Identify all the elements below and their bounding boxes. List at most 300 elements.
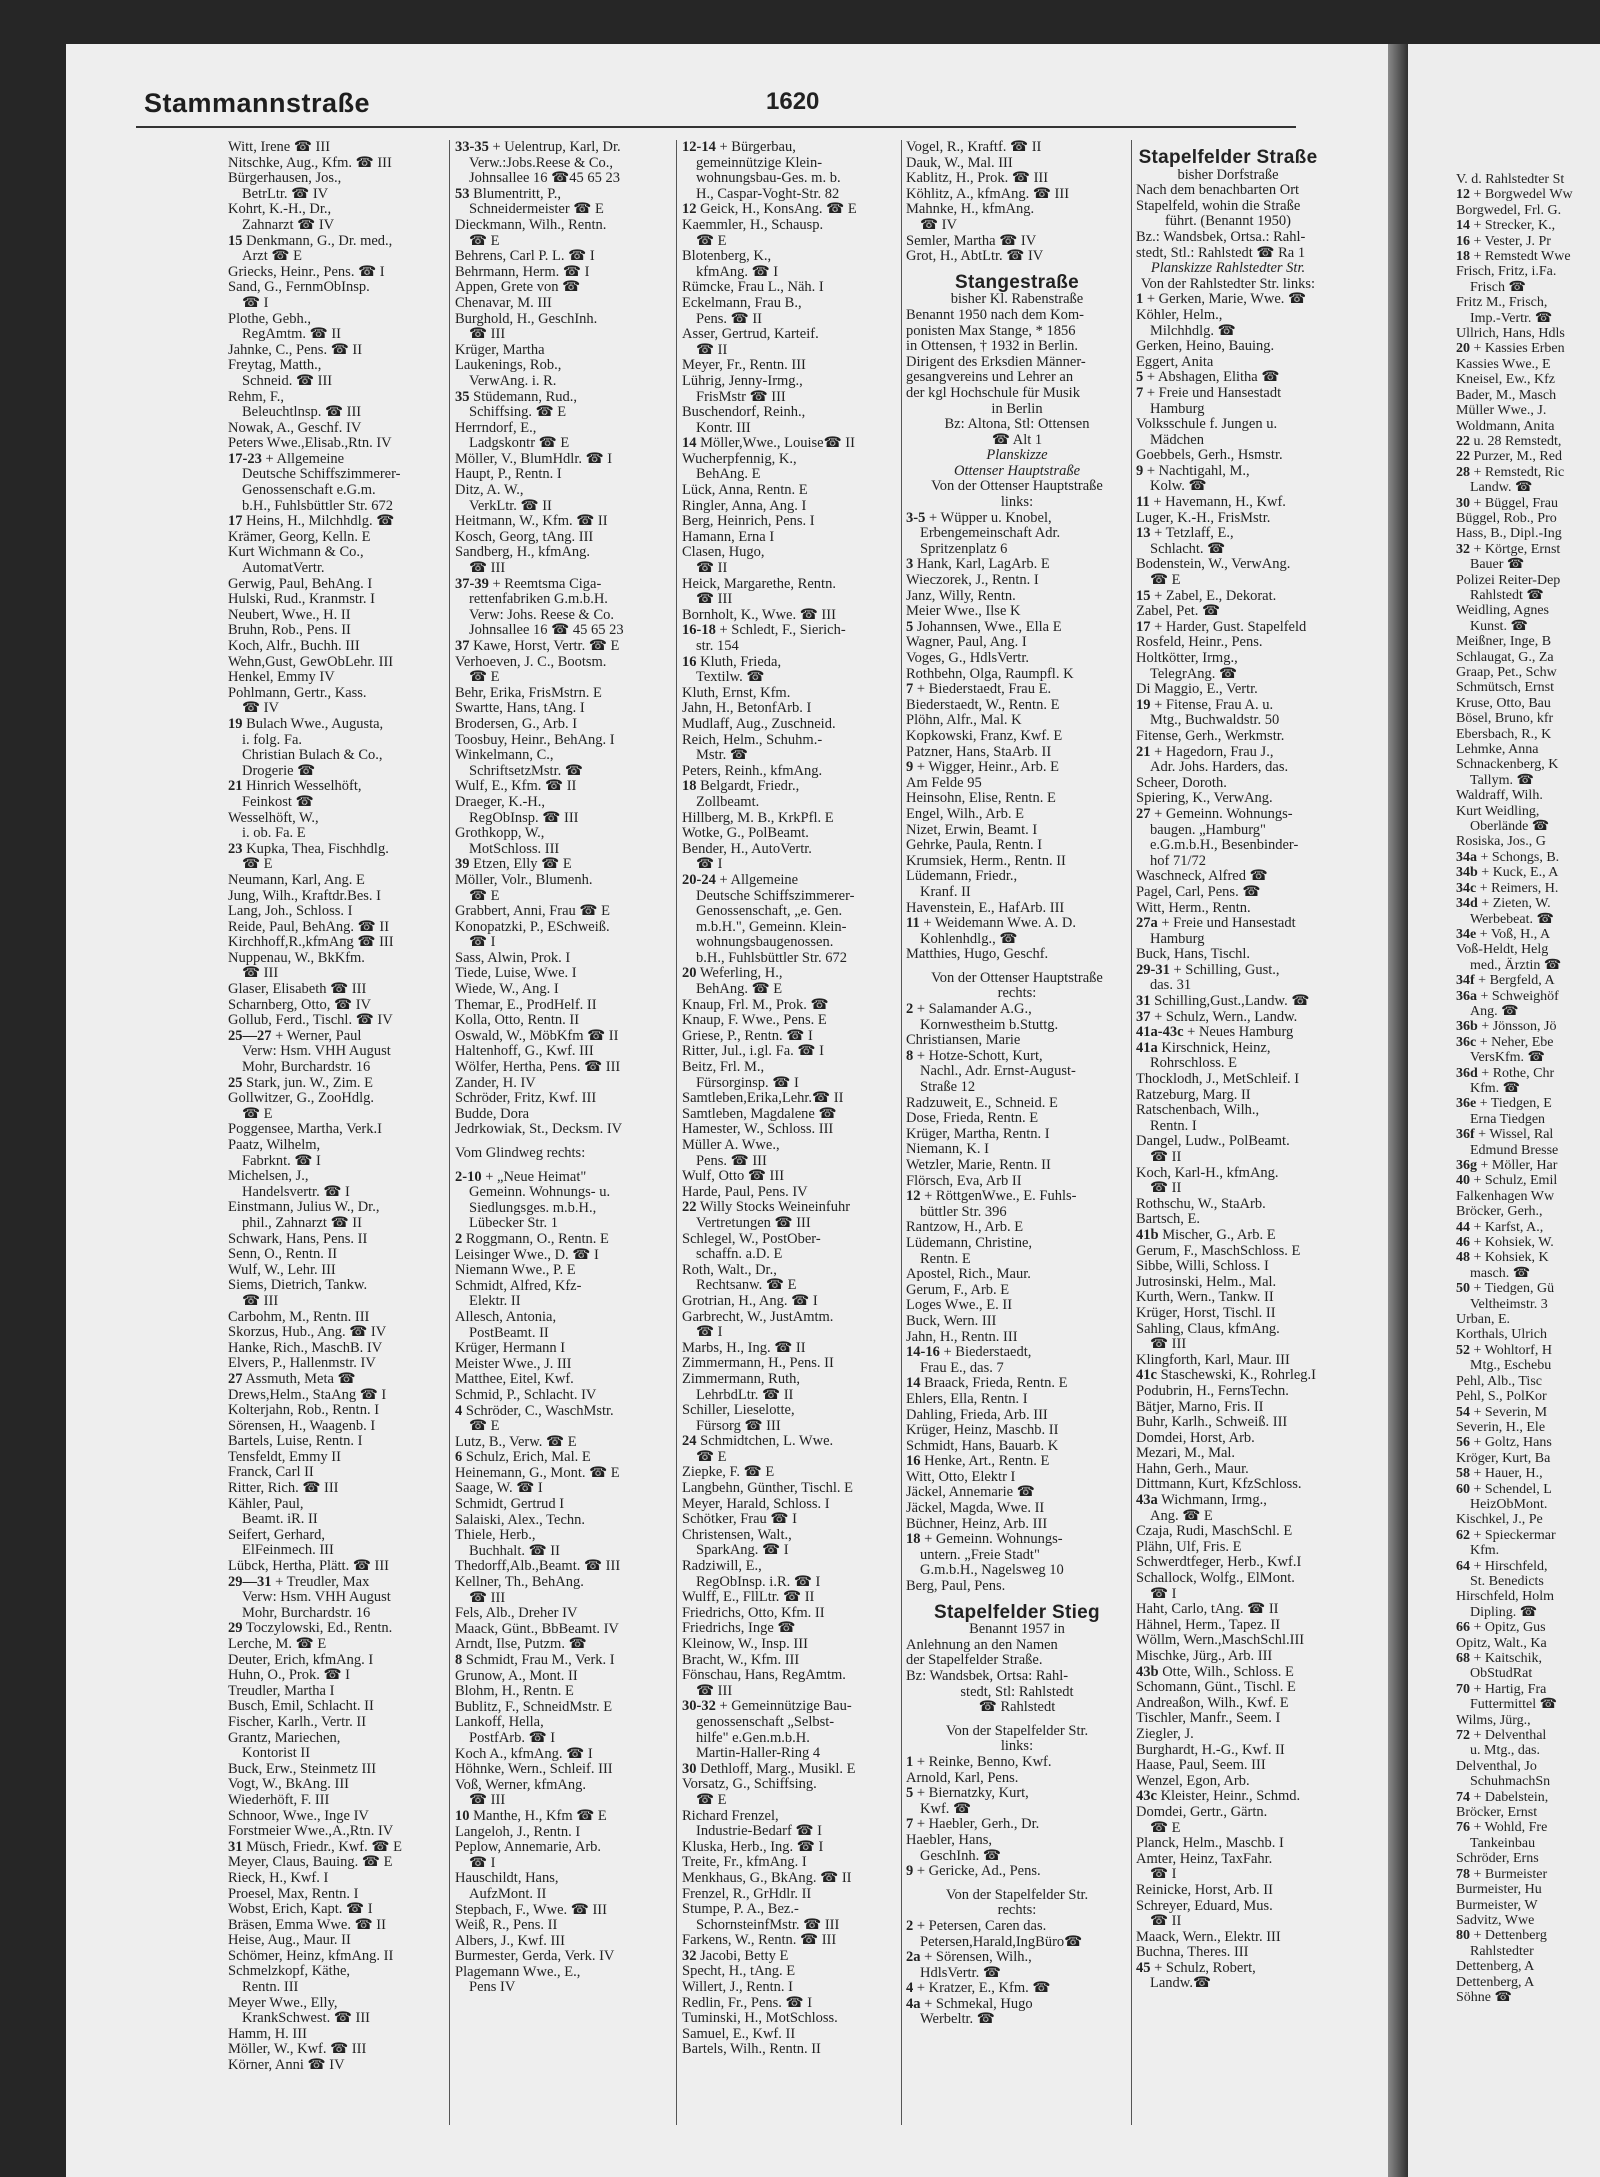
directory-entry: Rothschu, W., StaArb. <box>1136 1195 1266 1212</box>
directory-entry: Vogt, W., BkAng. III <box>228 1776 349 1793</box>
directory-entry: 20 + Kassies Erben <box>1456 341 1565 357</box>
entry-continuation: Schneidermeister ☎ E <box>469 201 604 218</box>
directory-entry: Di Maggio, E., Vertr. <box>1136 681 1258 698</box>
directory-entry: Roth, Walt., Dr., <box>682 1261 777 1278</box>
directory-entry: Mischke, Jürg., Arb. III <box>1136 1648 1273 1664</box>
house-number: 11 <box>1136 494 1150 511</box>
directory-entry: Fischer, Karlh., Vertr. II <box>228 1713 367 1730</box>
entry-continuation: ☎ III <box>469 326 506 343</box>
directory-entry: 2 + Petersen, Caren das. <box>906 1917 1047 1934</box>
directory-entry: Bräsen, Emma Wwe. ☎ II <box>228 1916 386 1933</box>
entry-continuation: VerkLtr. ☎ II <box>469 497 552 514</box>
column-divider <box>1131 140 1132 2125</box>
directory-entry: Kaemmler, H., Schausp. <box>682 216 824 233</box>
directory-entry: Griese, P., Rentn. ☎ I <box>682 1027 813 1044</box>
entry-continuation: Hamburg <box>1150 400 1205 417</box>
house-number: 12 <box>906 1188 921 1205</box>
entry-continuation: FrisMstr ☎ III <box>696 388 786 405</box>
house-number: 34d <box>1456 896 1478 912</box>
entry-continuation: ☎ E <box>469 887 500 904</box>
directory-entry: Wölfer, Hertha, Pens. ☎ III <box>455 1059 621 1076</box>
directory-entry: Berg, Heinrich, Pens. I <box>682 513 815 530</box>
directory-entry: stedt, Stl.: Rahlstedt ☎ Ra 1 <box>1136 244 1306 261</box>
directory-entry: 28 + Remstedt, Ric <box>1456 464 1565 480</box>
entry-continuation: wohnungsbau-Ges. m. b. <box>696 170 841 187</box>
directory-entry: Planck, Helm., Maschb. I <box>1136 1835 1284 1852</box>
entry-continuation: baugen. „Hamburg" <box>1150 821 1266 838</box>
directory-entry: Podubrin, H., FernsTechn. <box>1136 1382 1289 1399</box>
directory-entry: Rosfeld, Heinr., Pens. <box>1136 634 1263 651</box>
directory-entry: Fels, Alb., Dreher IV <box>455 1605 578 1622</box>
directory-entry: Radzuweit, E., Schneid. E <box>906 1094 1058 1111</box>
directory-entry: Friedrichs, Inge ☎ <box>682 1620 796 1637</box>
directory-entry: Wulf, W., Lehr. III <box>228 1261 336 1278</box>
directory-entry: 25—27 + Werner, Paul <box>228 1027 362 1044</box>
directory-entry: Willert, J., Rentn. I <box>682 1979 793 1996</box>
directory-entry: Wetzler, Marie, Rentn. II <box>906 1157 1051 1173</box>
house-number: 48 <box>1456 1250 1470 1266</box>
directory-entry: Haupt, P., Rentn. I <box>455 466 562 483</box>
entry-continuation: ☎ III <box>469 1792 506 1809</box>
scan-border-top <box>0 0 1600 44</box>
entry-continuation: MotSchloss. III <box>469 840 560 857</box>
directory-entry: Zabel, Pet. ☎ <box>1136 603 1221 620</box>
entry-continuation: Kontr. III <box>696 419 751 436</box>
directory-entry: Gerum, F., MaschSchloss. E <box>1136 1242 1301 1259</box>
directory-entry: 18 Belgardt, Friedr., <box>682 778 800 795</box>
directory-entry: Pehl, Alb., Tisc <box>1456 1373 1542 1389</box>
address-column-1 <box>228 140 446 2125</box>
directory-entry: Müller Wwe., J. <box>1456 403 1547 419</box>
house-number: 2 <box>455 1230 463 1247</box>
house-number: 8 <box>906 1047 914 1064</box>
directory-entry: Voges, G., HdlsVertr. <box>906 650 1029 666</box>
house-number: 35 <box>455 388 470 405</box>
directory-entry: Hamm, H. III <box>228 2025 307 2042</box>
house-number: 14-16 <box>906 1344 940 1361</box>
directory-entry: 43b Otte, Wilh., Schloss. E <box>1136 1663 1294 1680</box>
directory-entry: 2-10 + „Neue Heimat" <box>455 1168 587 1185</box>
house-number: 27a <box>1136 915 1158 932</box>
directory-entry: Behrmann, Herm. ☎ I <box>455 263 590 280</box>
entry-continuation: ☎ I <box>469 934 496 951</box>
directory-entry: der Stapelfelder Straße. <box>906 1652 1043 1669</box>
directory-entry: Grotrian, H., Ang. ☎ I <box>682 1292 818 1309</box>
house-number: 27 <box>1136 805 1151 822</box>
directory-entry: Heise, Aug., Maur. II <box>228 1932 351 1949</box>
house-number: 16-18 <box>682 622 716 639</box>
directory-entry: Scheer, Doroth. <box>1136 774 1227 791</box>
directory-entry: Dettenberg, A <box>1456 1974 1535 1990</box>
entry-continuation: Futtermittel ☎ <box>1470 1697 1558 1713</box>
directory-entry: Radziwill, E., <box>682 1558 762 1575</box>
directory-entry: 10 Manthe, H., Kfm ☎ E <box>455 1807 607 1824</box>
directory-entry: Volksschule f. Jungen u. <box>1136 416 1278 433</box>
directory-entry: Havenstein, E., HafArb. III <box>906 899 1065 916</box>
house-number: 41b <box>1136 1226 1159 1243</box>
directory-entry: Schötker, Frau ☎ I <box>682 1511 797 1528</box>
directory-entry: 15 Denkmann, G., Dr. med., <box>228 232 393 249</box>
header-street-name: Stammannstraße <box>144 88 371 118</box>
house-number: 36c <box>1456 1034 1477 1050</box>
directory-entry: Bröcker, Gerh., <box>1456 1204 1543 1220</box>
house-number: 27 <box>228 1370 243 1387</box>
directory-entry: 1 + Gerken, Marie, Wwe. ☎ <box>1136 291 1307 308</box>
entry-continuation: Landw.☎ <box>1150 1975 1212 1992</box>
directory-entry: Sand, G., FernmObInsp. <box>228 279 370 296</box>
entry-continuation: Oberlände ☎ <box>1470 819 1550 835</box>
entry-continuation: ☎ I <box>242 294 269 311</box>
directory-entry: Waschneck, Alfred ☎ <box>1136 868 1268 885</box>
entry-continuation: Verw: Hsm. VHH August <box>242 1589 391 1606</box>
directory-entry: Schmidt, Gertrud I <box>455 1496 565 1513</box>
directory-entry: 17 + Harder, Gust. Stapelfeld <box>1136 618 1307 635</box>
directory-entry: Winkelmann, C., <box>455 747 554 764</box>
directory-entry: 2 Roggmann, O., Rentn. E <box>455 1230 609 1247</box>
house-number: 36e <box>1456 1096 1477 1112</box>
directory-entry: Maack, Wern., Elektr. III <box>1136 1928 1281 1945</box>
directory-entry: Burmeister, Hu <box>1456 1882 1542 1898</box>
directory-entry: Christensen, Walt., <box>682 1526 792 1543</box>
directory-entry: Rosiska, Jos., G <box>1456 834 1546 850</box>
house-number: 16 <box>1456 233 1470 249</box>
house-number: 34c <box>1456 880 1477 896</box>
directory-entry: Klingforth, Karl, Maur. III <box>1136 1351 1290 1368</box>
directory-entry: Thedorff,Alb.,Beamt. ☎ III <box>455 1558 621 1575</box>
directory-entry: Swartte, Hans, tAng. I <box>455 700 585 717</box>
entry-continuation: Industrie-Bedarf ☎ I <box>696 1823 822 1840</box>
directory-entry: Sadvitz, Wwe <box>1456 1912 1535 1928</box>
entry-continuation: Schneid. ☎ III <box>242 372 333 389</box>
directory-entry: in Ottensen, † 1932 in Berlin. <box>906 338 1078 355</box>
directory-entry: Busch, Emil, Schlacht. II <box>228 1698 374 1715</box>
house-number: 52 <box>1456 1342 1470 1358</box>
house-number: 32 <box>1456 541 1470 557</box>
directory-entry: 25 Stark, jun. W., Zim. E <box>228 1074 373 1091</box>
directory-entry: Möller, V., BlumHdlr. ☎ I <box>455 450 613 467</box>
directory-entry: 41b Mischer, G., Arb. E <box>1136 1226 1276 1243</box>
entry-continuation: Spritzenplatz 6 <box>920 540 1008 557</box>
directory-entry: Spiering, K., VerwAng. <box>1136 790 1273 807</box>
directory-entry: Rieck, H., Kwf. I <box>228 1869 329 1886</box>
directory-entry: Plagemann Wwe., E., <box>455 1963 581 1980</box>
directory-entry: Lankoff, Hella, <box>455 1714 544 1731</box>
house-number: 41a <box>1136 1039 1158 1056</box>
entry-continuation: Petersen,Harald,IngBüro☎ <box>920 1933 1083 1950</box>
house-number: 34f <box>1456 973 1475 989</box>
directory-entry: Grot, H., AbtLtr. ☎ IV <box>906 248 1044 265</box>
directory-entry: Schwerdtfeger, Herb., Kwf.I <box>1136 1554 1302 1571</box>
directory-entry: Krüger, Martha <box>455 341 545 358</box>
directory-entry: Verhoeven, J. C., Bootsm. <box>455 653 607 670</box>
directory-entry: 27a + Freie und Hansestadt <box>1136 915 1296 932</box>
directory-entry: Mahnke, H., kfmAng. <box>906 201 1035 218</box>
directory-entry: Wehn,Gust, GewObLehr. III <box>228 653 394 670</box>
directory-entry: Bz.: Wandsbek, Ortsa.: Rahl- <box>1136 228 1306 245</box>
directory-entry: Bracht, W., Kfm. III <box>682 1651 800 1668</box>
directory-entry: Bätjer, Marno, Fris. II <box>1136 1398 1264 1415</box>
entry-continuation: Edmund Bresse <box>1470 1142 1559 1158</box>
directory-entry: Kolterjahn, Rob., Rentn. I <box>228 1402 380 1419</box>
directory-entry: Frisch, Fritz, i.Fa. <box>1456 264 1557 280</box>
directory-entry: 14 + Strecker, K., <box>1456 218 1556 234</box>
directory-entry: 41a Kirschnick, Heinz, <box>1136 1039 1271 1056</box>
directory-entry: Dauk, W., Mal. III <box>906 154 1013 171</box>
directory-entry: Biederstaedt, W., Rentn. E <box>906 696 1060 713</box>
directory-entry: Kohrt, K.-H., Dr., <box>228 201 332 218</box>
street-note: bisher Kl. Rabenstraße <box>950 291 1084 308</box>
directory-entry: Jutrosinski, Helm., Mal. <box>1136 1273 1277 1290</box>
entry-continuation: Dipling. ☎ <box>1470 1604 1538 1620</box>
street-note: rechts: <box>997 1902 1037 1919</box>
directory-entry: Sörensen, H., Waagenb. I <box>228 1417 376 1434</box>
directory-entry: Matthee, Eitel, Kwf. <box>455 1371 574 1388</box>
entry-continuation: ☎ III <box>696 591 733 608</box>
directory-entry: Hass, B., Dipl.-Ing <box>1456 526 1562 542</box>
entry-continuation: Gemeinn. Wohnungs- u. <box>469 1184 611 1201</box>
directory-entry: Rothbehn, Olga, Raumpfl. K <box>906 665 1074 682</box>
entry-continuation: Adr. Johs. Harders, das. <box>1150 759 1289 776</box>
directory-entry: Glaser, Elisabeth ☎ III <box>228 981 367 998</box>
house-number: 2 <box>906 1917 914 1934</box>
entry-continuation: ☎ E <box>696 1448 727 1465</box>
directory-entry: 18 + Remstedt Wwe <box>1456 249 1571 265</box>
directory-entry: Themar, E., ProdHelf. II <box>455 996 597 1013</box>
directory-entry: 44 + Karfst, A., <box>1456 1219 1544 1235</box>
map-reference: Planskizze Rahlstedter Str. <box>1150 260 1306 277</box>
directory-entry: Frenzel, R., GrHdlr. II <box>682 1885 812 1902</box>
directory-entry: 37 + Schulz, Wern., Landw. <box>1136 1008 1298 1025</box>
house-number: 18 <box>1456 249 1470 265</box>
directory-entry: Gollwitzer, G., ZooHdlg. <box>228 1090 375 1107</box>
entry-continuation: ElFeinmech. III <box>242 1542 334 1559</box>
entry-continuation: ☎ III <box>1150 1336 1187 1353</box>
directory-entry: Herrndorf, E., <box>455 419 537 436</box>
directory-entry: Kassies Wwe., E <box>1456 356 1551 372</box>
directory-entry: 16 Henke, Art., Rentn. E <box>906 1453 1050 1470</box>
house-number: 29 <box>228 1620 243 1637</box>
directory-entry: 36f + Wissel, Ral <box>1456 1127 1554 1143</box>
directory-entry: Meister Wwe., J. III <box>455 1355 572 1372</box>
directory-entry: 68 + Kaitschik, <box>1456 1651 1543 1666</box>
directory-entry: Ringler, Anna, Ang. I <box>682 497 807 514</box>
directory-entry: Zander, H. IV <box>455 1074 536 1091</box>
directory-entry: Wiederhöft, F. III <box>228 1791 330 1808</box>
directory-entry: Peplow, Annemarie, Arb. <box>455 1839 602 1856</box>
house-number: 28 <box>1456 464 1470 480</box>
directory-entry: 33-35 + Uelentrup, Karl, Dr. <box>455 140 621 155</box>
map-reference: Ottenser Hauptstraße <box>953 462 1081 479</box>
directory-entry: 8 Schmidt, Frau M., Verk. I <box>455 1652 615 1668</box>
directory-entry: Laukenings, Rob., <box>455 357 562 374</box>
directory-entry: ponisten Max Stange, * 1856 <box>906 322 1076 339</box>
directory-entry: Schmid, P., Schlacht. IV <box>455 1386 597 1403</box>
entry-continuation: SchriftsetzMstr. ☎ <box>469 762 583 779</box>
house-number: 31 <box>1136 993 1151 1010</box>
house-number: 17 <box>1136 618 1151 635</box>
directory-entry: 35 Stüdemann, Rud., <box>455 388 578 405</box>
entry-continuation: Kranf. II <box>920 883 971 900</box>
directory-entry: Ziegler, J. <box>1136 1725 1194 1742</box>
directory-entry: 3-5 + Wüpper u. Knobel, <box>906 509 1052 526</box>
directory-entry: Bader, M., Masch <box>1456 387 1557 403</box>
running-header <box>136 80 1291 120</box>
entry-continuation: Kfm. ☎ <box>1470 1080 1521 1096</box>
directory-entry: Buchna, Theres. III <box>1136 1944 1249 1961</box>
directory-entry: Semler, Martha ☎ IV <box>906 232 1037 249</box>
directory-entry: 22 Willy Stocks Weineinfuhr <box>682 1199 851 1216</box>
house-number: 29—31 <box>228 1573 272 1590</box>
directory-entry: Drews,Helm., StaAng ☎ I <box>228 1386 387 1403</box>
house-number: 30-32 <box>682 1698 716 1715</box>
house-number: 4a <box>906 1995 921 2012</box>
directory-entry: Kurth, Wern., Tankw. II <box>1136 1289 1274 1306</box>
directory-entry: Buhr, Karlh., Schweiß. III <box>1136 1414 1288 1431</box>
column-divider <box>676 140 677 2125</box>
directory-entry: Schreyer, Eduard, Mus. <box>1136 1897 1273 1914</box>
directory-entry: Kähler, Paul, <box>228 1495 304 1512</box>
directory-entry: Wulf, Otto ☎ III <box>682 1168 785 1185</box>
directory-entry: Maack, Günt., BbBeamt. IV <box>455 1620 619 1637</box>
directory-entry: 34b + Kuck, E., A <box>1456 865 1559 881</box>
entry-continuation: ☎ I <box>696 856 723 873</box>
column-divider <box>449 140 450 2125</box>
directory-entry: Friedrichs, Otto, Kfm. II <box>682 1604 825 1621</box>
entry-continuation: Rohrschloss. E <box>1150 1055 1237 1072</box>
directory-entry: 9 + Gericke, Ad., Pens. <box>906 1863 1041 1880</box>
directory-entry: Carbohm, M., Rentn. III <box>228 1308 370 1325</box>
directory-entry: Blotenberg, K., <box>682 248 772 265</box>
directory-entry: Dangel, Ludw., PolBeamt. <box>1136 1133 1290 1150</box>
house-number: 50 <box>1456 1281 1470 1297</box>
directory-entry: Haebler, Hans, <box>906 1831 992 1848</box>
entry-continuation: RegObInsp. ☎ III <box>469 809 579 826</box>
house-number: 5 <box>906 618 914 635</box>
directory-entry: Witt, Irene ☎ III <box>228 140 331 155</box>
entry-continuation: Kornwestheim b.Stuttg. <box>920 1016 1059 1033</box>
address-column-4 <box>906 140 1128 2125</box>
directory-entry: 56 + Goltz, Hans <box>1456 1435 1552 1451</box>
house-number: 15 <box>1136 587 1151 604</box>
directory-entry: Langeloh, J., Rentn. I <box>455 1823 581 1840</box>
entry-continuation: rettenfabriken G.m.b.H. <box>469 591 608 608</box>
directory-entry: Marbs, H., Ing. ☎ II <box>682 1339 806 1356</box>
directory-entry: 36b + Jönsson, Jö <box>1456 1019 1557 1035</box>
house-number: 37 <box>455 638 470 654</box>
directory-entry: Asser, Gertrud, Karteif. <box>682 326 819 343</box>
entry-continuation: Erbengemeinschaft Adr. <box>920 525 1061 542</box>
directory-entry: Salaiski, Alex., Techn. <box>455 1511 586 1528</box>
directory-entry: Tischler, Manfr., Seem. I <box>1136 1710 1281 1727</box>
entry-continuation: Handelsvertr. ☎ I <box>242 1183 350 1200</box>
entry-continuation: Mädchen <box>1150 431 1204 448</box>
house-number: 13 <box>1136 525 1151 542</box>
directory-entry: Wagner, Paul, Ang. I <box>906 634 1027 651</box>
directory-entry: 36d + Rothe, Chr <box>1456 1065 1555 1081</box>
directory-entry: 4a + Schmekal, Hugo <box>906 1995 1033 2012</box>
directory-entry: Christiansen, Marie <box>906 1032 1021 1049</box>
directory-entry: Scharnberg, Otto, ☎ IV <box>228 996 372 1013</box>
house-number: 19 <box>228 715 243 732</box>
directory-entry: Farkens, W., Rentn. ☎ III <box>682 1932 837 1949</box>
directory-entry: Voß, Werner, kfmAng. <box>455 1776 587 1793</box>
column-divider <box>901 140 902 2125</box>
house-number: 34e <box>1456 926 1477 942</box>
directory-entry: 27 Assmuth, Meta ☎ <box>228 1370 356 1387</box>
directory-entry: Gehrke, Paula, Rentn. I <box>906 837 1043 854</box>
directory-entry: Reide, Paul, BehAng. ☎ II <box>228 918 390 935</box>
directory-entry: Schömer, Heinz, kfmAng. II <box>228 1947 394 1964</box>
directory-entry: Hulski, Rud., Kranmstr. I <box>228 591 376 608</box>
directory-entry: 20 Weferling, H., <box>682 965 783 982</box>
entry-continuation: Werbeltr. ☎ <box>920 2011 995 2028</box>
house-number: 21 <box>228 778 243 795</box>
street-note: Von der Rahlstedter Str. links: <box>1140 275 1316 292</box>
entry-continuation: Zollbeamt. <box>696 793 760 810</box>
directory-entry: Witt, Otto, Elektr I <box>906 1468 1016 1485</box>
entry-continuation: Drogerie ☎ <box>242 762 316 779</box>
directory-entry: 37 Kawe, Horst, Vertr. ☎ E <box>455 638 620 654</box>
house-number: 9 <box>1136 462 1144 479</box>
directory-entry: Deuter, Erich, kfmAng. I <box>228 1651 374 1668</box>
entry-continuation: ☎ II <box>696 560 728 577</box>
directory-entry: 30 + Büggel, Frau <box>1456 495 1558 511</box>
directory-entry: 9 + Wigger, Heinr., Arb. E <box>906 759 1059 776</box>
entry-continuation: hilfe" e.Gen.m.b.H. <box>696 1729 810 1746</box>
directory-entry: Nizet, Erwin, Beamt. I <box>906 821 1038 838</box>
directory-entry: Krüger, Horst, Tischl. II <box>1136 1304 1276 1321</box>
directory-entry: 72 + Delventhal <box>1456 1728 1547 1744</box>
directory-entry: 54 + Severin, M <box>1456 1404 1548 1420</box>
directory-entry: Schmidt, Alfred, Kfz- <box>455 1277 582 1294</box>
entry-continuation: PostfArb. ☎ I <box>469 1729 556 1746</box>
street-note: links: <box>1000 1738 1034 1755</box>
directory-entry: Stapelfeld, wohin die Straße <box>1136 197 1301 214</box>
directory-entry: Redlin, Fr., Pens. ☎ I <box>682 1994 813 2011</box>
directory-entry: Eckelmann, Frau B., <box>682 294 802 311</box>
entry-continuation: b.H., Fuhlsbüttler Str. 672 <box>696 949 848 966</box>
house-number: 70 <box>1456 1681 1470 1697</box>
directory-entry: Allesch, Antonia, <box>455 1308 557 1325</box>
entry-continuation: Ladgskontr ☎ E <box>469 435 570 452</box>
directory-entry: Jahn, H., BetonfArb. I <box>682 700 812 717</box>
directory-entry: Buck, Erw., Steinmetz III <box>228 1760 377 1777</box>
directory-entry: Brodersen, G., Arb. I <box>455 715 578 732</box>
house-number: 20 <box>1456 341 1470 357</box>
directory-entry: Bartels, Wilh., Rentn. II <box>682 2041 821 2058</box>
entry-continuation: ☎ III <box>242 965 279 982</box>
directory-entry: 37-39 + Reemtsma Ciga- <box>455 575 602 592</box>
directory-entry: Ehlers, Ella, Rentn. I <box>906 1390 1028 1407</box>
entry-continuation: kfmAng. ☎ I <box>696 263 779 280</box>
entry-continuation: Veltheimstr. 3 <box>1470 1296 1548 1312</box>
directory-entry: Zimmermann, H., Pens. II <box>682 1355 834 1372</box>
entry-continuation: Fürsorg ☎ III <box>696 1417 781 1434</box>
directory-entry: Beitz, Frl. M., <box>682 1059 765 1076</box>
directory-entry: Lübck, Hertha, Plätt. ☎ III <box>228 1558 390 1575</box>
directory-entry: Krämer, Georg, Kelln. E <box>228 528 371 545</box>
directory-entry: 52 + Wohltorf, H <box>1456 1342 1552 1358</box>
directory-entry: Bodenstein, W., VerwAng. <box>1136 556 1291 573</box>
directory-entry: Hamann, Erna I <box>682 528 775 545</box>
directory-entry: Fönschau, Hans, RegAmtm. <box>682 1667 846 1684</box>
directory-entry: Schomann, Günt., Tischl. E <box>1136 1679 1296 1696</box>
entry-continuation: Kunst. ☎ <box>1470 618 1528 634</box>
house-number: 7 <box>906 1816 914 1833</box>
directory-entry: Burmeister, W <box>1456 1897 1538 1913</box>
house-number: 78 <box>1456 1866 1470 1882</box>
directory-entry: Nuppenau, W., BkKfm. <box>228 949 365 966</box>
